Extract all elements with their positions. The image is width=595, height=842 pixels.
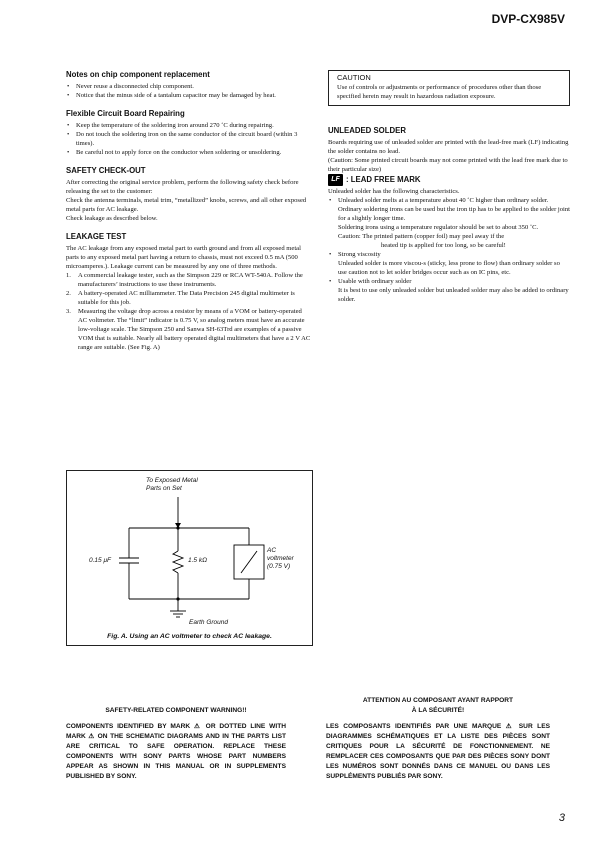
item-detail: Caution: The printed pattern (copper foil) may peel away if the <box>338 233 505 240</box>
unleaded-section-title: UNLEADED SOLDER <box>328 126 406 135</box>
warning-title: ATTENTION AU COMPOSANT AYANT RAPPORT <box>362 697 514 704</box>
lead-free-icon: LF <box>328 174 343 186</box>
chip-list <box>66 82 311 100</box>
item-detail: Soldering irons using a temperature regulator should be set to about 350 ˚C. <box>338 224 539 231</box>
label-earth-ground: Earth Ground <box>189 619 229 626</box>
item-detail: heated tip is applied for too long, so be careful! <box>381 242 506 249</box>
item-text: • Strong viscosity <box>338 251 381 258</box>
flex-list <box>66 121 311 157</box>
page-number: 3 <box>558 812 565 824</box>
warning-title: SAFETY-RELATED COMPONENT WARNING!! <box>105 707 247 714</box>
label-voltage: (0.75 V) <box>267 563 291 570</box>
leakage-paragraph: The AC leakage from any exposed metal part to earth ground and from all exposed metal parts to any exposed metal part having a return to chassis, must not exceed 0.5 mA (500 microamperes.). Leakage current can be measured by any one of three methods. <box>66 245 301 270</box>
item-text: A battery-operated AC milliammeter. The Data Precision 245 digital multimeter is suitable for this job. <box>78 290 295 306</box>
list-item: • Never reuse a disconnected chip component. <box>66 82 311 91</box>
list-item <box>328 250 570 277</box>
left-column <box>66 70 311 352</box>
label-resistor: 1.5 kΩ <box>188 557 208 564</box>
list-item <box>328 277 570 304</box>
safety-paragraph: Check leakage as described below. <box>66 215 158 222</box>
item-detail: Ordinary soldering irons can be used but the iron tip has to be applied to the solder joint for a slightly longer time. <box>338 206 571 222</box>
label-to-metal: To Exposed Metal <box>146 477 198 484</box>
item-text: • Usable with ordinary solder <box>338 278 412 285</box>
lead-free-title: : LEAD FREE MARK <box>346 175 421 184</box>
list-item: • Keep the temperature of the soldering iron around 270 ˚C during repairing. <box>66 121 311 130</box>
safety-section-title: SAFETY CHECK-OUT <box>66 166 146 175</box>
safety-paragraph: After correcting the original service problem, perform the following safety check before releasing the set to the customer: <box>66 179 299 195</box>
safety-warning-english <box>66 706 286 782</box>
lf-characteristics-list <box>328 196 570 304</box>
safety-warning-french <box>326 696 550 782</box>
label-capacitor: 0.15 μF <box>89 557 111 564</box>
figure-a <box>66 470 313 646</box>
warning-text: LES COMPOSANTS IDENTIFIÉS PAR UNE MARQUE ⚠ SUR LES DIAGRAMMES SCHÉMATIQUES ET LA LISTE DES PIÈCES SONT CRITIQUES POUR LA SÉCURITÉ DE FONCTIONNEMENT. NE REMPLACER CES COMPOSANTS QUE PAR DES PIÈCES SONY DONT LES NUMÉROS SONT DONNÉS DANS CE MANUEL OU DANS LES SUPPLÉMENTS PUBLIÉS PAR SONY. <box>326 723 550 780</box>
label-parts-on-set: Parts on Set <box>146 485 182 492</box>
label-voltmeter: voltmeter <box>267 555 294 562</box>
caution-box <box>328 70 570 106</box>
list-item: • Do not touch the soldering iron on the same conductor of the circuit board (within 3 times). <box>66 130 311 148</box>
lf-intro: Unleaded solder has the following characteristics. <box>328 188 460 195</box>
list-item: • Be careful not to apply force on the conductor when soldering or unsoldering. <box>66 148 311 157</box>
unleaded-caution: (Caution: Some printed circuit boards may not come printed with the lead free mark due to their particular size) <box>328 157 568 173</box>
leakage-methods-list <box>66 271 311 352</box>
right-column <box>328 70 570 304</box>
flex-section-title: Flexible Circuit Board Repairing <box>66 109 185 118</box>
list-item: • Notice that the minus side of a tantalum capacitor may be damaged by heat. <box>66 91 311 100</box>
figure-caption: Fig. A. Using an AC voltmeter to check AC leakage. <box>107 633 272 640</box>
list-item <box>66 271 311 289</box>
safety-paragraph: Check the antenna terminals, metal trim, “metallized” knobs, screws, and all other exposed metal parts for AC leakage. <box>66 197 307 213</box>
item-detail: Unleaded solder is more viscou-s (sticky, less prone to flow) than ordinary solder so use caution not to let solder bridges occur such as on IC pins, etc. <box>338 260 560 276</box>
label-ac: AC <box>267 547 277 554</box>
item-number: 3. <box>66 308 71 315</box>
item-detail: It is best to use only unleaded solder but unleaded solder may also be added to ordinary solder. <box>338 287 569 303</box>
leakage-section-title: LEAKAGE TEST <box>66 232 127 241</box>
caution-text: Use of controls or adjustments or performance of procedures other than those specified herein may result in hazardous radiation exposure. <box>337 84 542 100</box>
list-item <box>66 289 311 307</box>
list-item <box>66 307 311 352</box>
warning-text: COMPONENTS IDENTIFIED BY MARK ⚠ OR DOTTED LINE WITH MARK ⚠ ON THE SCHEMATIC DIAGRAMS AND IN THE PARTS LIST ARE CRITICAL TO SAFE OPERATION. REPLACE THESE COMPONENTS WITH SONY PARTS WHOSE PART NUMBERS APPEAR AS SHOWN IN THIS MANUAL OR IN SUPPLEMENTS PUBLISHED BY SONY. <box>66 723 286 780</box>
lead-free-mark-heading <box>328 174 570 186</box>
item-text: Measuring the voltage drop across a resistor by means of a VOM or battery-operated AC voltmeter. The “limit” indicator is 0.75 V, so analog meters must have an accurate low-voltage scale. The Simpson 250 and Sanwa SH-63Trd are examples of a passive VOM that is suitable. Nearly all battery operated digital multimeters that have a 2 V AC range are suitable. (See Fig. A) <box>78 308 311 351</box>
unleaded-paragraph: Boards requiring use of unleaded solder are printed with the lead-free mark (LF) indicating the solder contains no lead. <box>328 139 569 155</box>
item-text: A commercial leakage tester, such as the Simpson 229 or RCA WT-540A. Follow the manufacturers’ instructions to use these instruments. <box>78 272 303 288</box>
warning-title: À LA SÉCURITÉ! <box>411 707 465 714</box>
item-text: • Unleaded solder melts at a temperature about 40 ˚C higher than ordinary solder. <box>338 197 549 204</box>
item-number: 2. <box>66 290 71 297</box>
model-number: DVP-CX985V <box>491 12 565 26</box>
item-number: 1. <box>66 272 71 279</box>
list-item <box>328 196 570 250</box>
caution-title: CAUTION <box>337 73 371 82</box>
chip-section-title: Notes on chip component replacement <box>66 70 210 79</box>
